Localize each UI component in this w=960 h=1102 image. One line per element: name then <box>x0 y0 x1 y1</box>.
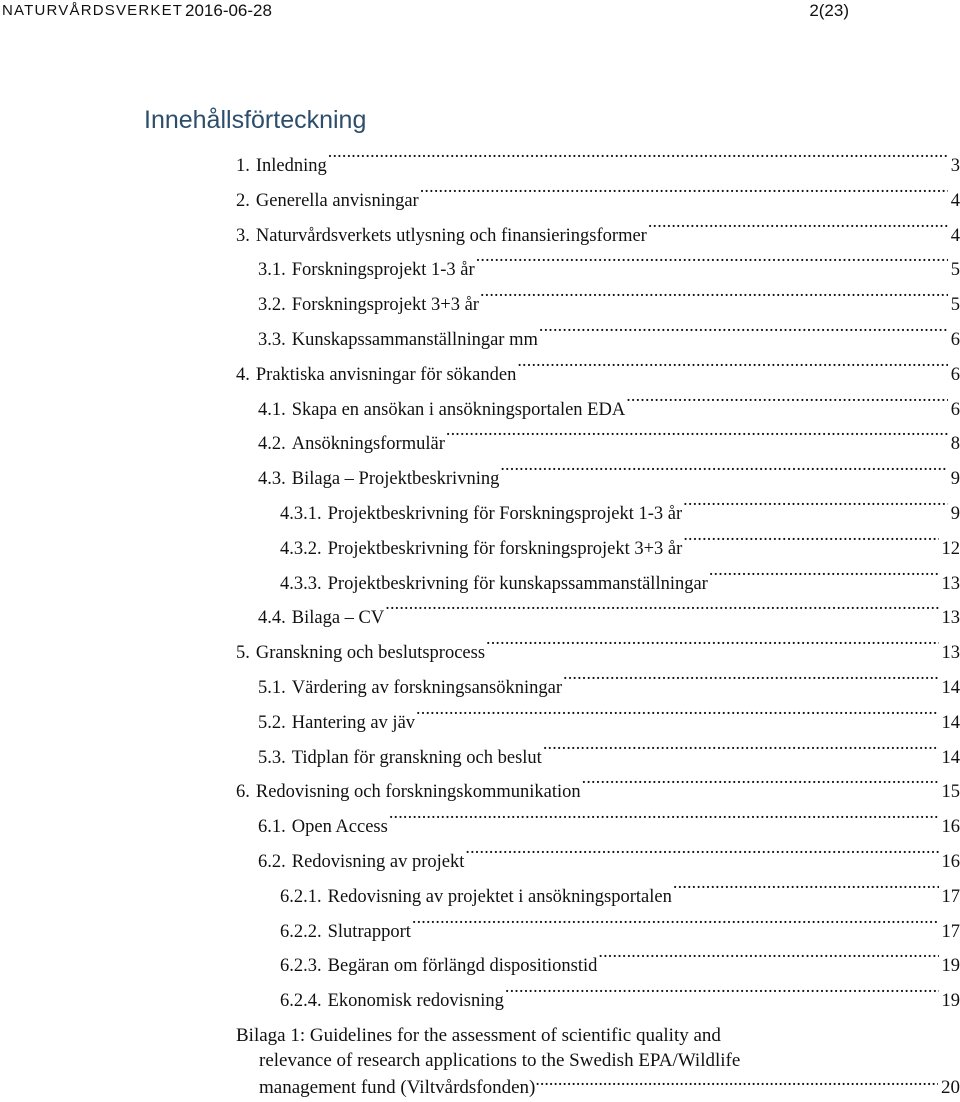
appendix-title-line-1: Bilaga 1: Guidelines for the assessment of scientific quality and <box>236 1025 721 1046</box>
toc-entry[interactable] <box>236 147 960 181</box>
toc-entry-page: 5 <box>950 295 960 316</box>
dot-leader <box>480 286 948 310</box>
toc-entry-label <box>258 706 416 740</box>
toc-entry-page: 13 <box>941 573 960 594</box>
toc-entry-page: 17 <box>941 886 960 907</box>
toc-title: Innehållsförteckning <box>144 106 367 134</box>
appendix-title-line-3: management fund (Viltvårdsfonden) <box>259 1077 536 1098</box>
dot-leader <box>626 391 948 415</box>
toc-entry-number: 1. <box>236 156 250 176</box>
toc-entry-page: 9 <box>950 504 960 524</box>
toc-entry-page: 5 <box>950 260 960 281</box>
toc-entry-title: Begäran om förlängd dispositionstid <box>327 956 598 977</box>
toc-entry-title: Redovisning av projektet i ansökningsportalen <box>327 886 672 907</box>
toc-entry-title: Projektbeskrivning för Forskningsprojekt 1-3 år <box>327 504 683 524</box>
toc-entry-label <box>258 323 539 357</box>
toc-entry-title: Värdering av forskningsansökningar <box>291 678 562 698</box>
toc-entry-number: 3. <box>236 225 250 246</box>
toc-entry[interactable] <box>258 251 960 285</box>
toc-entry-number: 3.2. <box>258 295 286 316</box>
toc-entry-label <box>280 532 683 566</box>
toc-entry-label <box>258 288 480 322</box>
toc-entry[interactable] <box>236 634 960 668</box>
toc-entry-label <box>280 880 673 914</box>
toc-entry-page: 6 <box>950 399 960 420</box>
toc-entry-title: Generella anvisningar <box>255 190 419 211</box>
toc-entry-label <box>258 253 476 287</box>
dot-leader <box>543 739 939 763</box>
toc-entry[interactable] <box>236 356 960 390</box>
dot-leader <box>412 913 939 937</box>
toc-entry-number: 6.2.2. <box>280 921 322 942</box>
toc-entry[interactable] <box>258 391 960 425</box>
toc-entry-page: 12 <box>941 538 960 559</box>
toc-entry-page: 17 <box>941 921 960 942</box>
toc-entry-page: 19 <box>941 991 960 1012</box>
dot-leader <box>539 321 948 345</box>
toc-entry-number: 4.4. <box>258 608 286 629</box>
toc-entry-label <box>280 949 598 983</box>
dot-leader <box>598 947 938 971</box>
toc-entry-label <box>236 358 517 392</box>
toc-entry-number: 6. <box>236 782 250 803</box>
dot-leader <box>486 634 938 658</box>
dot-leader <box>328 147 948 171</box>
toc-entry-page: 9 <box>950 469 960 490</box>
toc-entry-number: 6.2.3. <box>280 956 322 977</box>
toc-entry[interactable] <box>280 947 960 981</box>
toc-entry[interactable] <box>280 982 960 1016</box>
dot-leader <box>505 982 939 1006</box>
toc-entry-title: Ansökningsformulär <box>291 434 445 455</box>
dot-leader <box>385 599 938 623</box>
dot-leader <box>446 425 948 449</box>
toc-entry-title: Ekonomisk redovisning <box>327 991 504 1012</box>
toc-appendix-entry[interactable] <box>236 1023 960 1100</box>
toc-entry-number: 6.2.1. <box>280 886 322 907</box>
toc-entry-number: 4. <box>236 364 250 385</box>
toc-entry-page: 13 <box>941 608 960 629</box>
toc-entry[interactable] <box>236 773 960 807</box>
toc-entry-title: Praktiska anvisningar för sökanden <box>255 364 517 385</box>
dot-leader <box>535 1073 938 1093</box>
toc-entry-title: Hantering av jäv <box>291 712 416 733</box>
dot-leader <box>500 460 947 484</box>
toc-entry-label <box>280 567 709 601</box>
toc-entry-number: 6.2. <box>258 852 286 872</box>
dot-leader <box>476 251 948 275</box>
toc-entry[interactable] <box>258 286 960 320</box>
header-organization: NATURVÅRDSVERKET <box>2 2 184 19</box>
toc-entry-label <box>258 393 626 427</box>
toc-entry-title: Inledning <box>255 156 327 176</box>
toc-entry-label <box>236 149 328 183</box>
toc-entry-number: 6.1. <box>258 817 286 838</box>
toc-entry-page: 13 <box>941 643 960 664</box>
toc-entry-title: Projektbeskrivning för kunskapssammanställningar <box>327 573 708 594</box>
toc-entry-title: Skapa en ansökan i ansökningsportalen EDA <box>291 399 626 420</box>
dot-leader <box>389 808 939 832</box>
dot-leader <box>517 356 947 380</box>
toc-entry[interactable] <box>280 495 960 529</box>
toc-entry-page: 19 <box>941 956 960 977</box>
dot-leader <box>648 217 948 241</box>
toc-entry[interactable] <box>280 878 960 912</box>
toc-entry-label <box>236 184 420 218</box>
toc-entry-number: 3.1. <box>258 260 286 281</box>
toc-entry-number: 6.2.4. <box>280 991 322 1012</box>
toc-entry-number: 4.3. <box>258 469 286 490</box>
page-header <box>0 0 960 26</box>
toc-entry-number: 4.3.1. <box>280 504 322 524</box>
toc-entry-title: Redovisning och forskningskommunikation <box>255 782 581 803</box>
toc-entry-page: 14 <box>941 747 960 768</box>
dot-leader <box>465 843 938 867</box>
dot-leader <box>709 565 939 589</box>
toc-entry-number: 4.3.3. <box>280 573 322 594</box>
toc-entry-number: 4.1. <box>258 399 286 420</box>
toc-entry[interactable] <box>258 739 960 773</box>
toc-entry-label <box>236 219 648 253</box>
toc-entry[interactable] <box>258 704 960 738</box>
toc-entry-title: Bilaga – CV <box>291 608 385 629</box>
dot-leader <box>673 878 939 902</box>
toc-entry-title: Open Access <box>291 817 388 838</box>
toc-entry-page: 6 <box>950 330 960 350</box>
dot-leader <box>683 530 938 554</box>
toc-entry-title: Bilaga – Projektbeskrivning <box>291 469 500 490</box>
appendix-page: 20 <box>941 1077 960 1098</box>
toc-entry-title: Forskningsprojekt 3+3 år <box>291 295 479 316</box>
toc-entry-label <box>258 601 385 635</box>
toc-entry-label <box>280 984 505 1018</box>
toc-entry-title: Kunskapssammanställningar mm <box>291 330 538 350</box>
toc-entry-page: 8 <box>950 434 960 455</box>
dot-leader <box>416 704 938 728</box>
toc-entry-number: 4.2. <box>258 434 286 455</box>
toc-entry-page: 4 <box>950 190 960 211</box>
toc-entry-title: Projektbeskrivning för forskningsprojekt 3+3 år <box>327 538 683 559</box>
toc-entry-page: 4 <box>950 225 960 246</box>
toc-entry[interactable] <box>236 182 960 216</box>
header-date: 2016-06-28 <box>185 1 272 20</box>
toc-entry[interactable] <box>258 843 960 877</box>
dot-leader <box>563 669 939 693</box>
toc-entry[interactable] <box>280 530 960 564</box>
toc-entry[interactable] <box>280 565 960 599</box>
toc-entry-page: 14 <box>941 678 960 698</box>
dot-leader <box>420 182 948 206</box>
toc-entry-label <box>258 845 465 879</box>
toc-entry[interactable] <box>280 913 960 947</box>
toc-entry-title: Naturvårdsverkets utlysning och finansieringsformer <box>255 225 647 246</box>
toc-entry-label <box>258 427 446 461</box>
dot-leader <box>582 773 939 797</box>
toc-entry-label <box>258 741 543 775</box>
toc-entry-page: 3 <box>950 156 960 176</box>
toc-entry-label <box>258 671 563 705</box>
toc-entry-title: Forskningsprojekt 1-3 år <box>291 260 475 281</box>
toc-entry-label <box>236 775 582 809</box>
toc-entry-page: 16 <box>941 817 960 838</box>
toc-entry-label <box>258 462 500 496</box>
header-page-number: 2(23) <box>809 1 849 20</box>
toc-entry-label <box>258 810 389 844</box>
toc-entry-page: 16 <box>941 852 960 872</box>
toc-entry-page: 14 <box>941 712 960 733</box>
toc-entry-number: 5.2. <box>258 712 286 733</box>
toc-entry-number: 5.1. <box>258 678 286 698</box>
toc-entry-number: 5.3. <box>258 747 286 768</box>
toc-entry[interactable] <box>258 599 960 633</box>
toc-entry-number: 5. <box>236 643 250 664</box>
toc-entry-title: Slutrapport <box>327 921 411 942</box>
toc-entry-title: Granskning och beslutsprocess <box>255 643 486 664</box>
toc-entry[interactable] <box>258 321 960 355</box>
toc-entry-title: Tidplan för granskning och beslut <box>291 747 542 768</box>
appendix-title-line-2: relevance of research applications to the Swedish EPA/Wildlife <box>259 1050 741 1071</box>
toc-entry-page: 6 <box>950 364 960 385</box>
toc-entry-number: 3.3. <box>258 330 286 350</box>
toc-entry-number: 4.3.2. <box>280 538 322 559</box>
toc-entry[interactable] <box>258 669 960 703</box>
dot-leader <box>683 495 948 519</box>
toc-entry[interactable] <box>236 217 960 251</box>
toc-entry[interactable] <box>258 808 960 842</box>
toc-entry[interactable] <box>258 425 960 459</box>
toc-entry-number: 2. <box>236 190 250 211</box>
toc-entry-title: Redovisning av projekt <box>291 852 465 872</box>
toc-entry[interactable] <box>258 460 960 494</box>
toc-entry-label <box>280 915 412 949</box>
toc-entry-label <box>236 636 486 670</box>
toc-entry-page: 15 <box>941 782 960 803</box>
toc-entry-label <box>280 497 683 531</box>
